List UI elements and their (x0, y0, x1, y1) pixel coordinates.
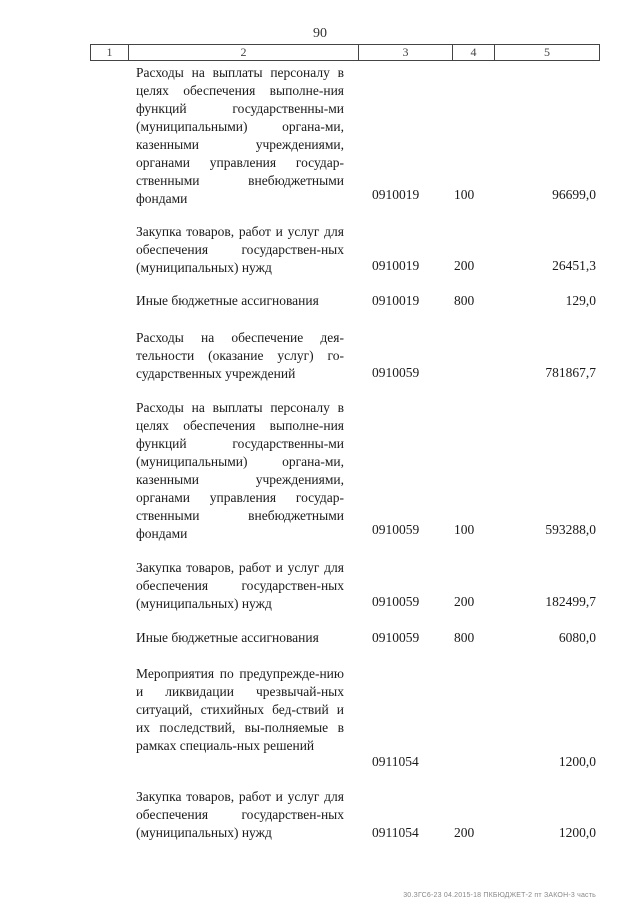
row-code: 0910059 (372, 522, 420, 537)
column-header-2: 2 (129, 45, 359, 60)
row-expense-type: 200 (454, 825, 475, 840)
row-description: Мероприятия по предупрежде-нию и ликвидации чрезвычай-ных ситуаций, стихийных бед-ствий и их последствий, вы-полняемые в рамках специаль-ных решений (136, 666, 344, 753)
row-code: 0910019 (372, 258, 420, 273)
row-description: Закупка товаров, работ и услуг для обеспечения государствен-ных (муниципальных) нужд (136, 560, 344, 611)
document-footer: 30.ЗГС6-23 04.2015-18 ПКБЮДЖЕТ-2 пт ЗАКОН-3 часть (403, 892, 596, 899)
row-amount: 781867,7 (545, 365, 596, 380)
column-header-row (90, 44, 600, 61)
row-code: 0911054 (372, 825, 419, 840)
column-header-3: 3 (359, 45, 453, 60)
row-description: Иные бюджетные ассигнования (136, 293, 319, 308)
row-amount: 182499,7 (545, 594, 596, 609)
row-code: 0910019 (372, 187, 420, 202)
row-expense-type: 200 (454, 258, 475, 273)
row-description: Закупка товаров, работ и услуг для обеспечения государствен-ных (муниципальных) нужд (136, 224, 344, 275)
column-header-5: 5 (544, 45, 550, 59)
column-header-4: 4 (453, 45, 495, 60)
row-description: Закупка товаров, работ и услуг для обеспечения государствен-ных (муниципальных) нужд (136, 789, 344, 840)
row-amount: 1200,0 (558, 825, 596, 840)
row-expense-type: 800 (454, 630, 475, 645)
page-number: 90 (313, 26, 327, 41)
row-description: Расходы на выплаты персоналу в целях обеспечения выполне-ния функций государственны-ми (муниципальными) органа-ми, казенными учреждениями, органами управления государ-ственными внебюджетными фондами (136, 65, 344, 206)
column-header-1: 1 (91, 45, 129, 60)
row-amount: 96699,0 (552, 187, 596, 202)
row-expense-type: 800 (454, 293, 475, 308)
row-code: 0910019 (372, 293, 420, 308)
row-description: Иные бюджетные ассигнования (136, 630, 319, 645)
row-description: Расходы на обеспечение дея-тельности (оказание услуг) го-сударственных учреждений (136, 330, 344, 381)
row-amount: 26451,3 (552, 258, 596, 273)
row-description: Расходы на выплаты персоналу в целях обеспечения выполне-ния функций государственны-ми (муниципальными) органа-ми, казенными учреждениями, органами управления государ-ственными внебюджетными фондами (136, 400, 344, 541)
row-code: 0911054 (372, 754, 419, 769)
row-expense-type: 100 (454, 522, 475, 537)
row-expense-type: 200 (454, 594, 475, 609)
row-expense-type: 100 (454, 187, 475, 202)
row-amount: 1200,0 (558, 754, 596, 769)
row-code: 0910059 (372, 365, 420, 380)
row-code: 0910059 (372, 594, 420, 609)
row-amount: 593288,0 (545, 522, 596, 537)
row-amount: 129,0 (565, 293, 596, 308)
row-code: 0910059 (372, 630, 420, 645)
row-amount: 6080,0 (558, 630, 596, 645)
